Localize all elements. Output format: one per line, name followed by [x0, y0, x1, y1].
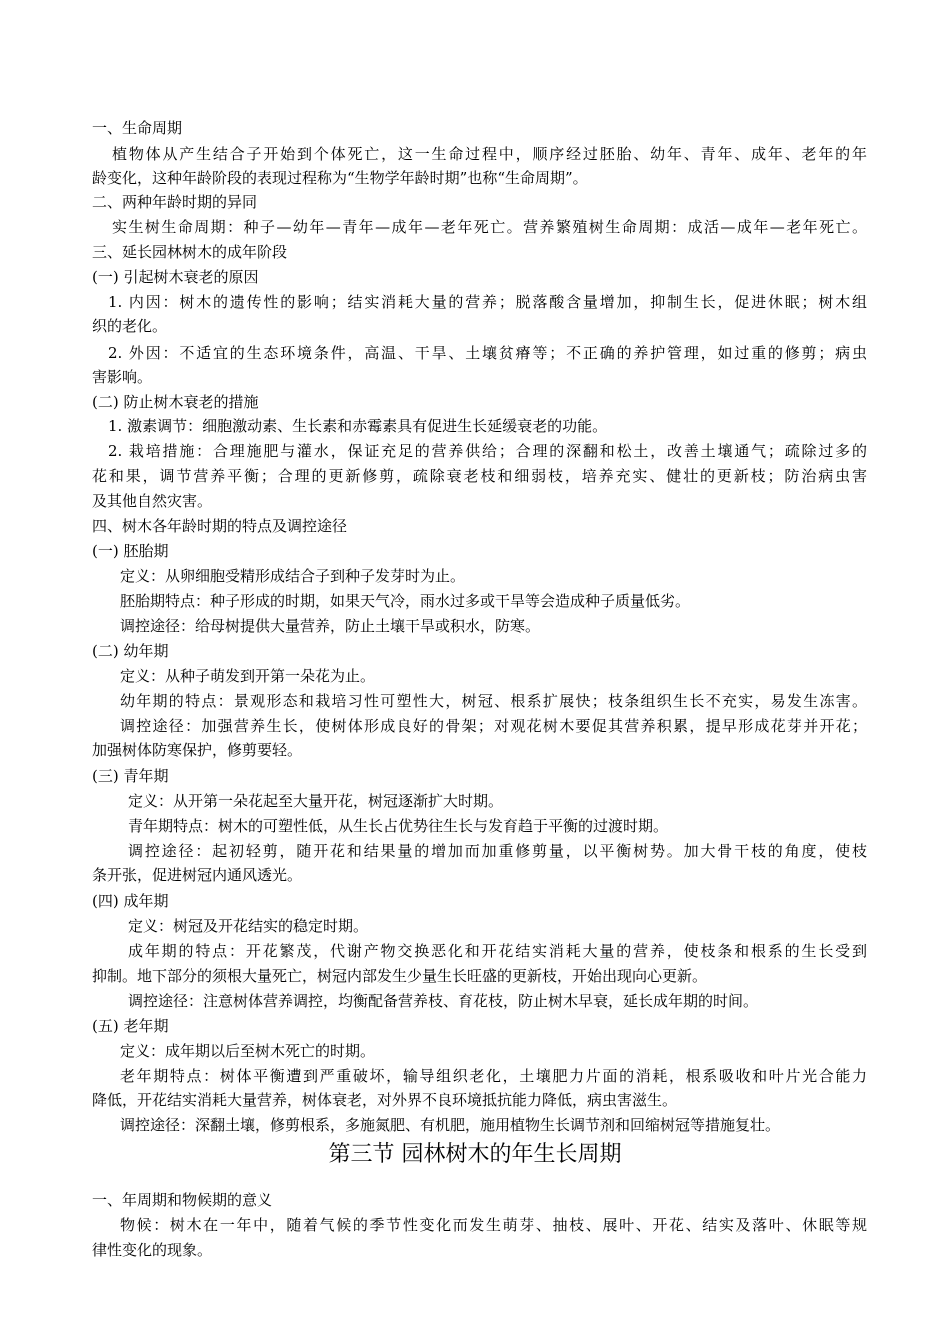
paragraph-line: 调控途径：起初轻剪，随开花和结果量的增加而加重修剪量，以平衡树势。加大骨干枝的角度，使枝	[128, 842, 867, 860]
paragraph-line: 加强树体防寒保护，修剪要轻。	[92, 741, 303, 759]
paragraph-line: 调控途径：深翻土壤，修剪根系，多施氮肥、有机肥，施用植物生长调节剂和回缩树冠等措施复壮。	[120, 1116, 781, 1134]
subheading-embryo-period: (一) 胚胎期	[92, 542, 169, 560]
paragraph-line: 2. 栽培措施：合理施肥与灌水，保证充足的营养供给；合理的深翻和松土，改善土壤通气；疏除过多的	[108, 442, 867, 460]
paragraph-line: 律性变化的现象。	[92, 1241, 213, 1259]
paragraph-line: 条开张，促进树冠内通风透光。	[92, 866, 303, 884]
paragraph-line: 调控途径：注意树体营养调控，均衡配备营养枝、育花枝，防止树木早衰，延长成年期的时间。	[128, 992, 759, 1010]
paragraph-line: 害影响。	[92, 368, 153, 386]
subheading-aging-causes: (一) 引起树木衰老的原因	[92, 268, 259, 286]
subheading-juvenile-period: (二) 幼年期	[92, 642, 169, 660]
heading-extend-adult-stage: 三、延长园林树木的成年阶段	[92, 243, 288, 261]
subheading-old-period: (五) 老年期	[92, 1017, 169, 1035]
paragraph-line: 调控途径：加强营养生长，使树体形成良好的骨架；对观花树木要促其营养积累，提早形成花芽并开花；	[120, 717, 867, 735]
paragraph-line: 物候：树木在一年中，随着气候的季节性变化而发生萌芽、抽枝、展叶、开花、结实及落叶、休眠等规	[120, 1216, 867, 1234]
paragraph-line: 龄变化，这种年龄阶段的表现过程称为“生物学年龄时期”也称“生命周期”。	[92, 169, 588, 187]
paragraph-line: 成年期的特点：开花繁茂，代谢产物交换恶化和开花结实消耗大量的营养，使枝条和根系的生长受到	[128, 942, 867, 960]
paragraph-line: 调控途径：给母树提供大量营养，防止土壤干旱或积水，防寒。	[120, 617, 541, 635]
paragraph-line: 2. 外因：不适宜的生态环境条件，高温、干旱、土壤贫瘠等；不正确的养护管理，如过重的修剪；病虫	[108, 344, 867, 362]
heading-life-cycle: 一、生命周期	[92, 119, 183, 137]
paragraph-line: 定义：从开第一朵花起至大量开花，树冠逐渐扩大时期。	[128, 792, 504, 810]
heading-annual-cycle: 一、年周期和物候期的意义	[92, 1191, 273, 1209]
paragraph-line: 降低，开花结实消耗大量营养，树体衰老，对外界不良环境抵抗能力降低，病虫害滋生。	[92, 1091, 678, 1109]
paragraph-line: 青年期特点：树木的可塑性低，从生长占优势往生长与发育趋于平衡的过渡时期。	[128, 817, 669, 835]
paragraph-line: 1. 激素调节：细胞激动素、生长素和赤霉素具有促进生长延缓衰老的功能。	[108, 417, 608, 435]
paragraph-line: 定义：树冠及开花结实的稳定时期。	[128, 917, 369, 935]
paragraph-line: 织的老化。	[92, 317, 168, 335]
paragraph-line: 幼年期的特点：景观形态和栽培习性可塑性大，树冠、根系扩展快；枝条组织生长不充实，易发生冻害。	[120, 692, 867, 710]
paragraph-line: 定义：从种子萌发到开第一朵花为止。	[120, 667, 376, 685]
paragraph-line: 植物体从产生结合子开始到个体死亡，这一生命过程中，顺序经过胚胎、幼年、青年、成年、老年的年	[112, 145, 867, 163]
paragraph-line: 老年期特点：树体平衡遭到严重破坏，输导组织老化，土壤肥力片面的消耗，根系吸收和叶片光合能力	[120, 1067, 867, 1085]
subheading-youth-period: (三) 青年期	[92, 767, 169, 785]
paragraph-line: 定义：成年期以后至树木死亡的时期。	[120, 1042, 376, 1060]
paragraph-line: 定义：从卵细胞受精形成结合子到种子发芽时为止。	[120, 567, 466, 585]
heading-age-periods: 四、树木各年龄时期的特点及调控途径	[92, 517, 348, 535]
paragraph-line: 抑制。地下部分的须根大量死亡，树冠内部发生少量生长旺盛的更新枝，开始出现向心更新。	[92, 967, 708, 985]
paragraph-line: 花和果，调节营养平衡；合理的更新修剪，疏除衰老枝和细弱枝，培养充实、健壮的更新枝；防治病虫害	[92, 467, 867, 485]
section-title: 第三节 园林树木的年生长周期	[328, 1142, 622, 1167]
paragraph-line: 1. 内因：树木的遗传性的影响；结实消耗大量的营养；脱落酸含量增加，抑制生长，促进休眠；树木组	[108, 293, 867, 311]
subheading-prevent-aging: (二) 防止树木衰老的措施	[92, 393, 259, 411]
subheading-adult-period: (四) 成年期	[92, 892, 169, 910]
paragraph-line: 及其他自然灾害。	[92, 492, 213, 510]
heading-two-age-periods: 二、两种年龄时期的异同	[92, 193, 258, 211]
paragraph-line: 实生树生命周期：种子—幼年—青年—成年—老年死亡。营养繁殖树生命周期：成活—成年—老年死亡。	[112, 218, 867, 236]
paragraph-line: 胚胎期特点：种子形成的时期，如果天气冷，雨水过多或干旱等会造成种子质量低劣。	[120, 592, 691, 610]
